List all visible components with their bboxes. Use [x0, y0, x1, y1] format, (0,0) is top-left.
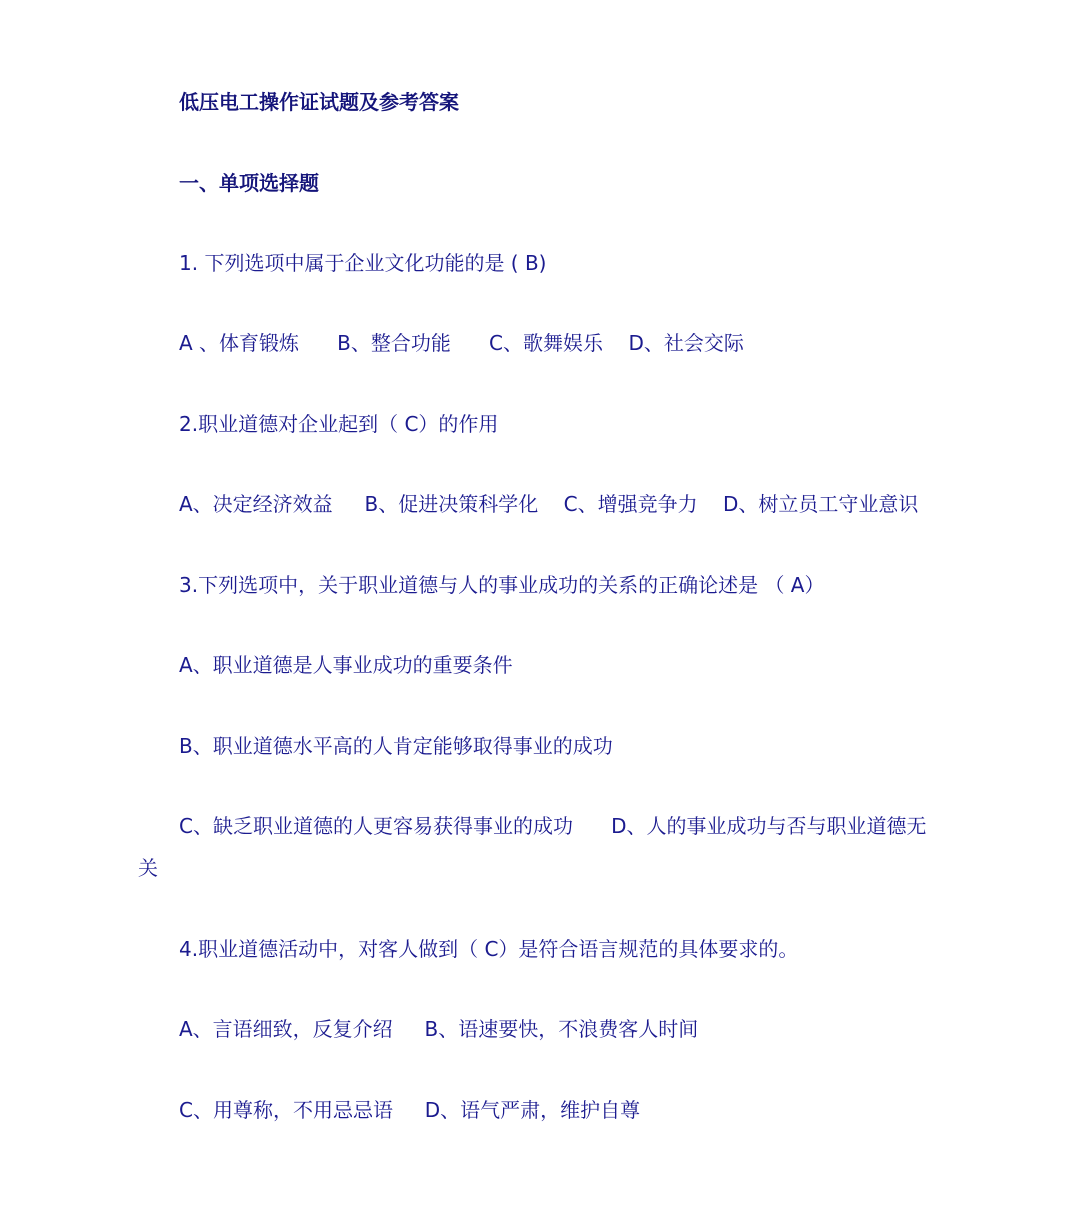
- question-2-options: A、决定经济效益 B、促进决策科学化 C、增强竞争力 D、树立员工守业意识: [179, 492, 919, 516]
- question-2-stem: 2.职业道德对企业起到（ C）的作用: [179, 412, 499, 436]
- document-title: 低压电工操作证试题及参考答案: [179, 90, 459, 114]
- question-3-option-cd-wrap: 关: [138, 856, 158, 880]
- question-3-option-b: B、职业道德水平高的人肯定能够取得事业的成功: [179, 734, 613, 758]
- question-3-option-cd: C、缺乏职业道德的人更容易获得事业的成功 D、人的事业成功与否与职业道德无: [179, 814, 927, 838]
- question-1-options: A 、体育锻炼 B、整合功能 C、歌舞娱乐 D、社会交际: [179, 331, 744, 355]
- question-4-stem: 4.职业道德活动中，对客人做到（ C）是符合语言规范的具体要求的。: [179, 937, 799, 961]
- question-4-options-cd: C、用尊称，不用忌忌语 D、语气严肃，维护自尊: [179, 1098, 641, 1122]
- question-1-stem: 1. 下列选项中属于企业文化功能的是 ( B): [179, 251, 547, 275]
- question-3-option-a: A、职业道德是人事业成功的重要条件: [179, 653, 513, 677]
- section-heading: 一、单项选择题: [179, 171, 319, 195]
- question-4-options-ab: A、言语细致，反复介绍 B、语速要快，不浪费客人时间: [179, 1017, 699, 1041]
- question-3-stem: 3.下列选项中，关于职业道德与人的事业成功的关系的正确论述是 （ A）: [179, 573, 825, 597]
